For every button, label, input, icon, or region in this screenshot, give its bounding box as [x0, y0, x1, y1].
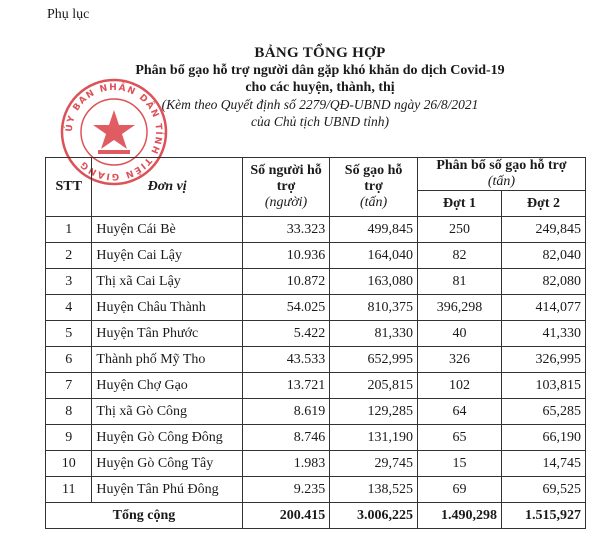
table-row	[46, 451, 586, 477]
row-unit: Huyện Gò Công Tây	[92, 451, 243, 477]
total-round1: 1.490,298	[417, 503, 501, 529]
allocation-table	[45, 157, 586, 529]
row-unit: Huyện Tân Phước	[92, 321, 243, 347]
decision-authority: của Chủ tịch UBND tỉnh)	[251, 114, 389, 129]
header-round1: Đợt 1	[417, 191, 501, 217]
row-round2: 41,330	[501, 321, 585, 347]
row-round1: 40	[417, 321, 501, 347]
row-stt: 10	[46, 451, 92, 477]
header-rice-label: Số gạo hỗ trợ	[344, 163, 403, 194]
row-unit: Thành phố Mỹ Tho	[92, 347, 243, 373]
row-round1: 65	[417, 425, 501, 451]
table-row	[46, 477, 586, 503]
row-round2: 103,815	[501, 373, 585, 399]
row-rice: 138,525	[330, 477, 418, 503]
table-row	[46, 243, 586, 269]
row-stt: 11	[46, 477, 92, 503]
row-unit: Huyện Cái Bè	[92, 217, 243, 243]
row-people: 1.983	[242, 451, 329, 477]
row-round1: 64	[417, 399, 501, 425]
row-round1: 396,298	[417, 295, 501, 321]
header-people	[242, 158, 329, 217]
total-rice: 3.006,225	[330, 503, 418, 529]
row-people: 5.422	[242, 321, 329, 347]
row-round1: 250	[417, 217, 501, 243]
row-round2: 249,845	[501, 217, 585, 243]
table-row	[46, 373, 586, 399]
row-round2: 65,285	[501, 399, 585, 425]
row-people: 9.235	[242, 477, 329, 503]
total-row	[46, 503, 586, 529]
row-rice: 164,040	[330, 243, 418, 269]
total-round2: 1.515,927	[501, 503, 585, 529]
row-stt: 1	[46, 217, 92, 243]
header-people-label: Số người hỗ trợ	[250, 163, 322, 194]
row-round2: 14,745	[501, 451, 585, 477]
row-rice: 499,845	[330, 217, 418, 243]
header-rice-unit: (tấn)	[359, 195, 388, 210]
document-header	[90, 44, 550, 130]
row-unit: Huyện Châu Thành	[92, 295, 243, 321]
total-label: Tổng cộng	[46, 503, 243, 529]
table-row	[46, 217, 586, 243]
row-unit: Huyện Tân Phú Đông	[92, 477, 243, 503]
row-round1: 102	[417, 373, 501, 399]
row-round2: 414,077	[501, 295, 585, 321]
row-rice: 131,190	[330, 425, 418, 451]
row-unit: Huyện Chợ Gạo	[92, 373, 243, 399]
row-rice: 652,995	[330, 347, 418, 373]
table-header-row	[46, 158, 586, 191]
table-row	[46, 347, 586, 373]
row-unit: Huyện Cai Lậy	[92, 243, 243, 269]
row-people: 8.746	[242, 425, 329, 451]
row-round1: 69	[417, 477, 501, 503]
row-rice: 81,330	[330, 321, 418, 347]
row-people: 10.936	[242, 243, 329, 269]
row-stt: 7	[46, 373, 92, 399]
row-stt: 6	[46, 347, 92, 373]
row-round1: 81	[417, 269, 501, 295]
row-unit: Thị xã Gò Công	[92, 399, 243, 425]
row-unit: Thị xã Cai Lậy	[92, 269, 243, 295]
document-subtitle: Phân bổ gạo hỗ trợ người dân gặp khó khăn do dịch Covid-19	[135, 63, 505, 78]
row-round1: 15	[417, 451, 501, 477]
header-rice	[330, 158, 418, 217]
row-rice: 163,080	[330, 269, 418, 295]
row-people: 33.323	[242, 217, 329, 243]
row-rice: 810,375	[330, 295, 418, 321]
header-round2: Đợt 2	[501, 191, 585, 217]
total-people: 200.415	[242, 503, 329, 529]
row-rice: 29,745	[330, 451, 418, 477]
row-rice: 129,285	[330, 399, 418, 425]
appendix-label: Phụ lục	[47, 7, 90, 22]
table-row	[46, 321, 586, 347]
header-allocation-unit: (tấn)	[487, 174, 516, 189]
row-people: 13.721	[242, 373, 329, 399]
decision-reference: (Kèm theo Quyết định số 2279/QĐ-UBND ngày 26/8/2021	[161, 97, 479, 112]
header-unit: Đơn vị	[92, 158, 243, 217]
row-stt: 8	[46, 399, 92, 425]
row-people: 54.025	[242, 295, 329, 321]
row-people: 8.619	[242, 399, 329, 425]
row-round2: 82,040	[501, 243, 585, 269]
row-stt: 3	[46, 269, 92, 295]
row-stt: 2	[46, 243, 92, 269]
header-allocation-label: Phân bổ số gạo hỗ trợ	[436, 158, 567, 173]
row-stt: 9	[46, 425, 92, 451]
row-stt: 5	[46, 321, 92, 347]
row-people: 10.872	[242, 269, 329, 295]
table-row	[46, 425, 586, 451]
table-row	[46, 269, 586, 295]
row-round2: 69,525	[501, 477, 585, 503]
row-unit: Huyện Gò Công Đông	[92, 425, 243, 451]
document-subtitle-2: cho các huyện, thành, thị	[245, 80, 395, 95]
header-stt: STT	[46, 158, 92, 217]
svg-text:ỦY BAN NHÂN DÂN TỈNH TIỀN GIAN: ỦY BAN NHÂN DÂN TỈNH TIỀN GIANG	[64, 82, 164, 182]
row-rice: 205,815	[330, 373, 418, 399]
row-stt: 4	[46, 295, 92, 321]
row-round1: 326	[417, 347, 501, 373]
header-allocation	[417, 158, 585, 191]
header-people-unit: (người)	[264, 195, 308, 210]
row-people: 43.533	[242, 347, 329, 373]
table-row	[46, 295, 586, 321]
table-row	[46, 399, 586, 425]
document-title: BẢNG TỔNG HỢP	[254, 45, 386, 61]
row-round2: 66,190	[501, 425, 585, 451]
row-round2: 326,995	[501, 347, 585, 373]
row-round1: 82	[417, 243, 501, 269]
row-round2: 82,080	[501, 269, 585, 295]
